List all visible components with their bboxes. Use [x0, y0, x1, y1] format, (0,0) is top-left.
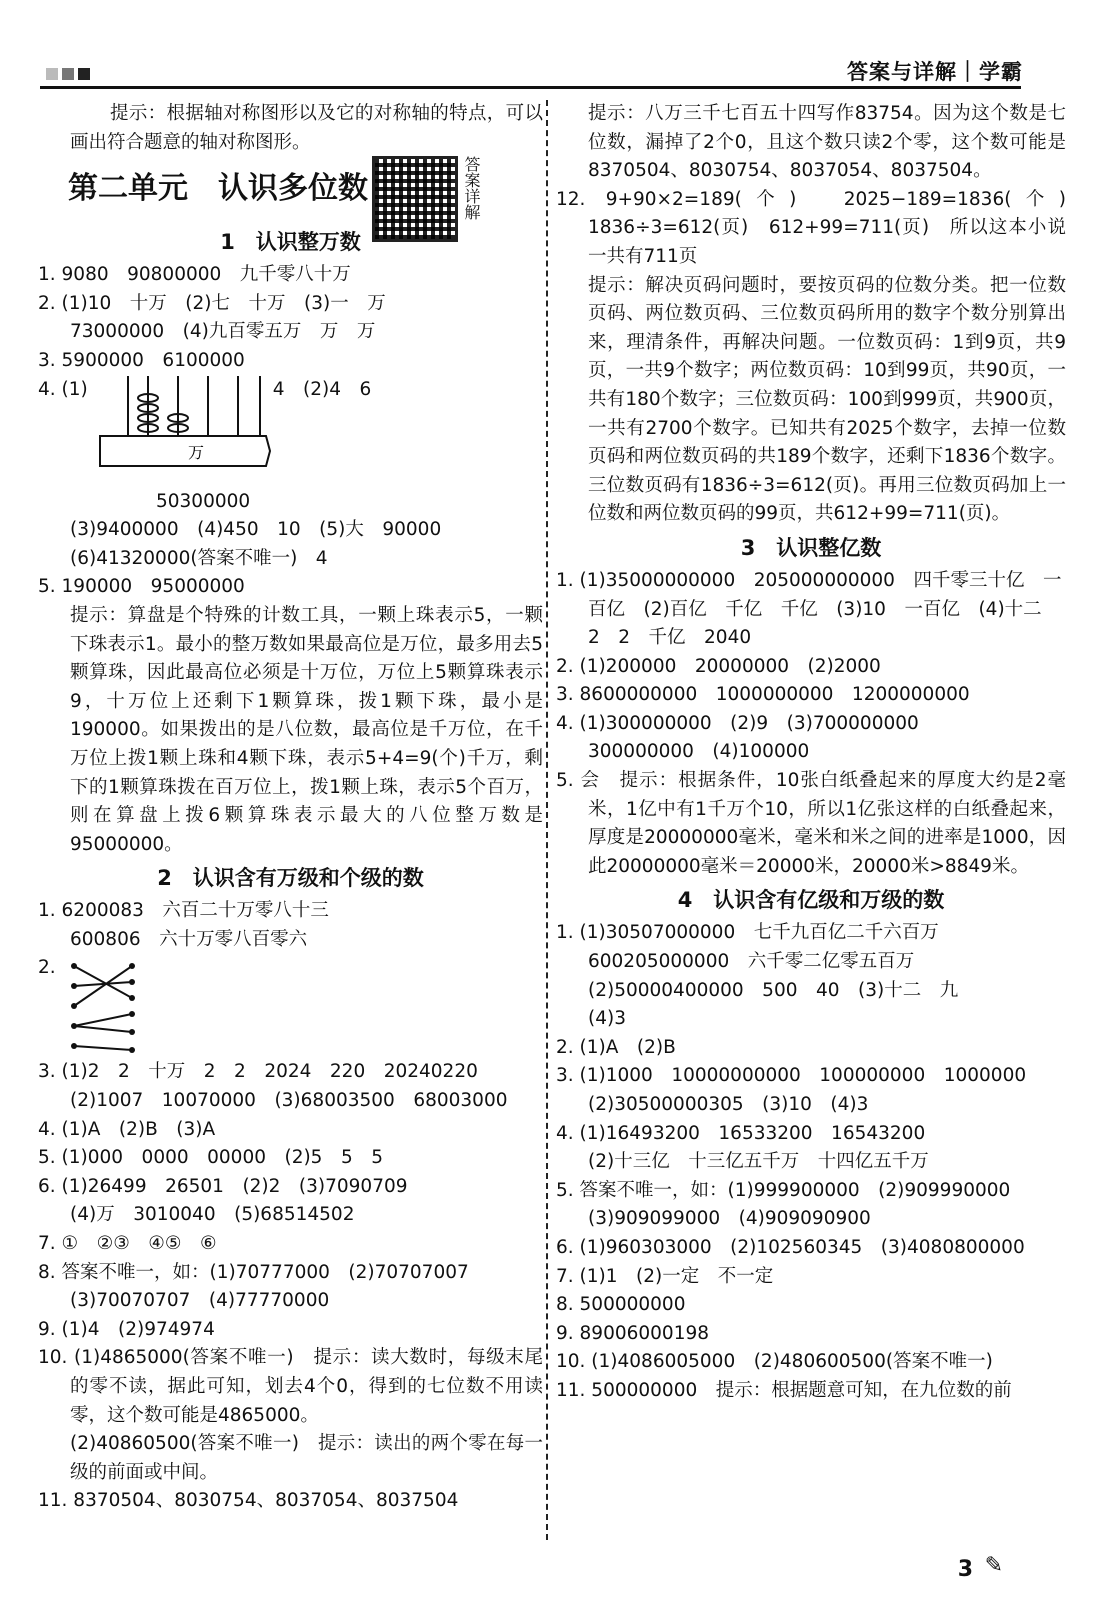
qr-label: 答案详解 [462, 156, 481, 220]
answer-line: (2)30500000305 (3)10 (4)3 [588, 1094, 869, 1115]
answer-line: 600205000000 六千零二亿零五百万 [588, 951, 915, 973]
matching-lines-figure [68, 962, 148, 1054]
answer-line: 300000000 (4)100000 [588, 741, 810, 763]
answer-line: 73000000 (4)九百零五万 万 万 [70, 321, 376, 343]
answer-line: 4. (1)A (2)B (3)A [38, 1118, 216, 1140]
answer-line: 8. 500000000 [556, 1294, 686, 1316]
header-title: 答案与详解｜学霸 [847, 60, 1023, 84]
answer-line: 3. (1)2 2 十万 2 2 2024 220 20240220 [38, 1061, 478, 1083]
answer-line: 2. (1)200000 20000000 (2)2000 [556, 655, 881, 677]
answer-line: (3)909099000 (4)909090900 [588, 1208, 871, 1230]
answer-line: 5. 190000 95000000 [38, 576, 245, 598]
page-number: 3 [957, 1557, 973, 1582]
answer-line: 50300000 [156, 490, 251, 512]
answer-line: 1. 9080 90800000 九千零八十万 [38, 264, 351, 286]
abacus-figure [98, 376, 278, 476]
answer-line: (3)9400000 (4)450 10 (5)大 90000 [70, 519, 442, 541]
answer-line: 4. (1)16493200 16533200 16543200 [556, 1122, 926, 1144]
answer-line: 4. (1)300000000 (2)9 (3)700000000 [556, 712, 919, 734]
answer-line: 3. 5900000 6100000 [38, 349, 245, 371]
answer-line: (2)1007 10070000 (3)68003500 68003000 [70, 1090, 508, 1112]
answer-line: (2)十三亿 十三亿五千万 十四亿五千万 [588, 1151, 929, 1173]
answer-line: 6. (1)26499 26501 (2)2 (3)7090709 [38, 1175, 408, 1197]
answer-line: 5. 答案不唯一，如：(1)999900000 (2)909990000 [556, 1179, 1011, 1201]
answer-line: (6)41320000(答案不唯一) 4 [70, 547, 328, 569]
answer-line: (4)3 [588, 1008, 626, 1030]
abacus-label: 万 [188, 442, 205, 462]
header-decoration [46, 68, 90, 80]
answer-line: 7. (1)1 (2)一定 不一定 [556, 1265, 774, 1287]
section-title: 1 认识整万数 [220, 230, 361, 255]
unit-title: 第二单元 认识多位数 [68, 171, 368, 207]
answer-line: 1. 6200083 六百二十万零八十三 [38, 900, 329, 922]
section-title: 4 认识含有亿级和万级的数 [677, 888, 945, 913]
answer-line: 11. 8370504、8030754、8037054、8037504 [38, 1490, 459, 1512]
matching-row [38, 954, 543, 1058]
answer-line: 5. 会 提示：根据条件，10张白纸叠起来的厚度大约是2毫米，1亿中有1千万个10，所以1亿张这样的白纸叠起来，厚度是20000000毫米，毫米和米之间的进率是1000，因此20000000毫米＝20000米，20000米>8849米。 [556, 770, 1066, 877]
qr-code-icon[interactable] [372, 156, 458, 242]
intro-hint: 提示：根据轴对称图形以及它的对称轴的特点，可以画出符合题意的轴对称图形。 [70, 103, 543, 153]
answer-line: 11. 500000000 提示：根据题意可知，在九位数的前 [556, 1379, 1012, 1401]
right-column [556, 100, 1085, 1406]
answer-line: 4. (1) 4 (2)4 6 [38, 378, 372, 400]
qr-code[interactable] [372, 156, 480, 244]
answer-line: 2. [38, 957, 56, 979]
left-column [38, 100, 543, 1516]
answer-line: 10. (1)4086005000 (2)480600500(答案不唯一) [556, 1351, 993, 1373]
abacus-row [38, 376, 543, 488]
answer-line: 9. 89006000198 [556, 1322, 710, 1344]
answer-line: 1. (1)30507000000 七千九百亿二千六百万 [556, 922, 939, 944]
hint-text: 提示：算盘是个特殊的计数工具，一颗上珠表示5，一颗下珠表示1。最小的整万数如果最高位是万位，最多用去5颗算珠，因此最高位必须是十万位，万位上5颗算珠表示9，十万位上还剩下1颗算珠，拨1颗下珠，最小是190000。如果拨出的是八位数，最高位是千万位，在千万位上拨1颗上珠和4颗下珠，表示5+4=9(个)千万，剩下的1颗算珠拨在百万位上，拨1颗上珠，表示5个百万，则在算盘上拨6颗算珠表示最大的八位整万数是95000000。 [70, 604, 543, 855]
answer-line: 8. 答案不唯一，如：(1)70777000 (2)70707007 [38, 1261, 469, 1283]
section-title: 3 认识整亿数 [740, 535, 882, 560]
answer-line: 600806 六十万零八百零六 [70, 928, 308, 950]
answer-line: 2. (1)10 十万 (2)七 十万 (3)一 万 [38, 292, 386, 314]
header-rule [40, 86, 1021, 89]
answer-line: 10. (1)4865000(答案不唯一) 提示：读大数时，每级末尾的零不读，据此可知，划去4个0，得到的七位数不用读零，这个数可能是4865000。 [38, 1347, 543, 1426]
hint-text: 提示：八万三千七百五十四写作83754。因为这个数是七位数，漏掉了2个0，且这个数只读2个零，这个数可能是8370504、8030754、8037054、8037504。 [588, 103, 1066, 182]
answer-line: 12. 9+90×2=189(个) 2025−189=1836(个) 1836÷3=612(页) 612+99=711(页) 所以这本小说一共有711页 [556, 188, 1085, 267]
pencil-icon: ✎ [984, 1553, 1003, 1578]
answer-line: 6. (1)960303000 (2)102560345 (3)4080800000 [556, 1236, 1025, 1258]
answer-line: 1. (1)35000000000 205000000000 四千零三十亿 一百亿 (2)百亿 千亿 千亿 (3)10 一百亿 (4)十二 2 2 千亿 2040 [556, 569, 1062, 649]
column-divider [546, 100, 548, 1540]
answer-line: (2)40860500(答案不唯一) 提示：读出的两个零在每一级的前面或中间。 [70, 1433, 543, 1483]
hint-text: 提示：解决页码问题时，要按页码的位数分类。把一位数页码、两位数页码、三位数页码所用的数字个数分别算出来，理清条件，再解决问题。一位数页码：1到9页，共9页，一共9个数字；两位数页码：10到99页，共90页，一共有180个数字；三位数页码：100到999页，共900页，一共有2700个数字。已知共有2025个数字，去掉一位数页码和两位数页码的共189个数字，还剩下1836个数字。三位数页码有1836÷3=612(页)。再用三位数页码加上一位数和两位数页码的99页，共612+99=711(页)。 [588, 274, 1066, 525]
answer-line: 7. ① ②③ ④⑤ ⑥ [38, 1233, 217, 1255]
answer-line: 5. (1)000 0000 00000 (2)5 5 5 [38, 1147, 383, 1169]
answer-line: 3. 8600000000 1000000000 1200000000 [556, 684, 970, 706]
answer-line: 2. (1)A (2)B [556, 1036, 676, 1058]
answer-line: (2)50000400000 500 40 (3)十二 九 [588, 979, 959, 1001]
answer-line: (3)70070707 (4)77770000 [70, 1290, 330, 1312]
answer-line: 9. (1)4 (2)974974 [38, 1318, 215, 1340]
answer-line: (4)万 3010040 (5)68514502 [70, 1204, 355, 1226]
answer-line: 3. (1)1000 10000000000 100000000 1000000 [556, 1065, 1027, 1087]
section-title: 2 认识含有万级和个级的数 [157, 866, 424, 891]
